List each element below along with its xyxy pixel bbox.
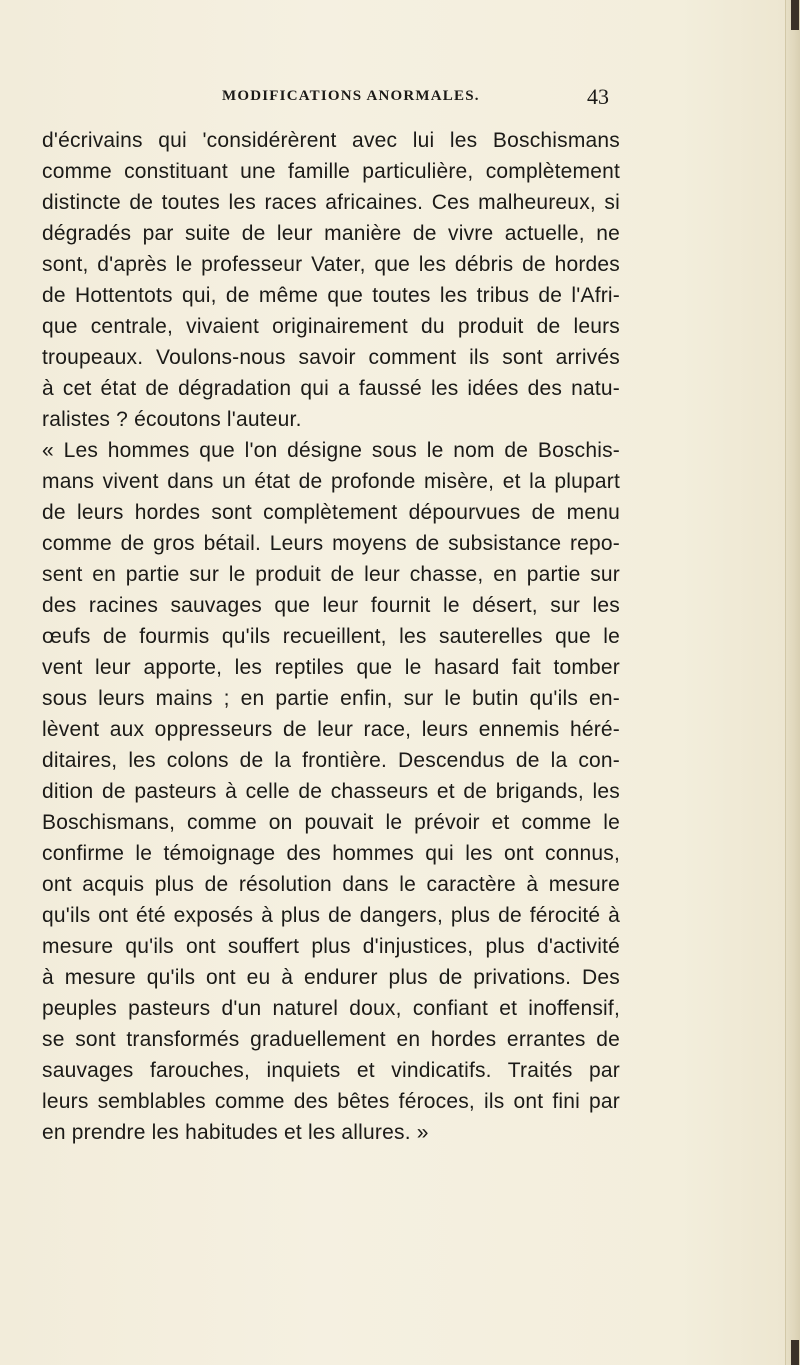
text-line: comme de gros bétail. Leurs moyens de subsistance repo-: [42, 532, 620, 555]
text-line: dition de pasteurs à celle de chasseurs et de brigands, les: [42, 780, 620, 803]
text-line: de leurs hordes sont complètement dépourvues de menu: [42, 501, 620, 524]
page-number: 43: [587, 84, 609, 109]
text-line: Boschismans, comme on pouvait le prévoir et comme le: [42, 811, 620, 834]
text-line: œufs de fourmis qu'ils recueillent, les sauterelles que le: [42, 625, 620, 648]
text-line: à cet état de dégradation qui a faussé les idées des natu-: [42, 377, 620, 400]
text-line: sent en partie sur le produit de leur chasse, en partie sur: [42, 563, 620, 586]
text-line: se sont transformés graduellement en hordes errantes de: [42, 1028, 620, 1051]
text-line: ont acquis plus de résolution dans le caractère à mesure: [42, 873, 620, 896]
edge-shadow-top: [791, 0, 799, 30]
page-edge: [785, 0, 800, 1365]
text-line: qu'ils ont été exposés à plus de dangers, plus de férocité à: [42, 904, 620, 927]
text-line: « Les hommes que l'on désigne sous le nom de Boschis-: [42, 439, 620, 462]
text-line: mans vivent dans un état de profonde misère, et la plupart: [42, 470, 620, 493]
running-head: [222, 84, 622, 116]
text-line: des racines sauvages que leur fournit le désert, sur les: [42, 594, 620, 617]
running-title: MODIFICATIONS ANORMALES.: [222, 88, 480, 104]
text-line: leurs semblables comme des bêtes féroces, ils ont fini par: [42, 1090, 620, 1113]
edge-shadow-bottom: [791, 1340, 799, 1365]
text-line: lèvent aux oppresseurs de leur race, leurs ennemis héré-: [42, 718, 620, 741]
text-line: à mesure qu'ils ont eu à endurer plus de privations. Des: [42, 966, 620, 989]
text-line: peuples pasteurs d'un naturel doux, confiant et inoffensif,: [42, 997, 620, 1020]
text-line: troupeaux. Voulons-nous savoir comment ils sont arrivés: [42, 346, 620, 369]
text-line: de Hottentots qui, de même que toutes les tribus de l'Afri-: [42, 284, 620, 307]
text-line: confirme le témoignage des hommes qui les ont connus,: [42, 842, 620, 865]
text-line: ralistes ? écoutons l'auteur.: [42, 408, 302, 431]
text-line: comme constituant une famille particulière, complètement: [42, 160, 620, 183]
text-line: sauvages farouches, inquiets et vindicatifs. Traités par: [42, 1059, 620, 1082]
text-line: distincte de toutes les races africaines. Ces malheureux, si: [42, 191, 620, 214]
text-line: sont, d'après le professeur Vater, que les débris de hordes: [42, 253, 620, 276]
text-line: dégradés par suite de leur manière de vivre actuelle, ne: [42, 222, 620, 245]
text-line: vent leur apporte, les reptiles que le hasard fait tomber: [42, 656, 620, 679]
text-line: que centrale, vivaient originairement du produit de leurs: [42, 315, 620, 338]
text-line: ditaires, les colons de la frontière. Descendus de la con-: [42, 749, 620, 772]
body-text: [42, 125, 620, 1148]
text-line: d'écrivains qui 'considérèrent avec lui les Boschismans: [42, 129, 620, 152]
text-line: sous leurs mains ; en partie enfin, sur le butin qu'ils en-: [42, 687, 620, 710]
text-line: en prendre les habitudes et les allures. »: [42, 1121, 429, 1144]
text-line: mesure qu'ils ont souffert plus d'injustices, plus d'activité: [42, 935, 620, 958]
